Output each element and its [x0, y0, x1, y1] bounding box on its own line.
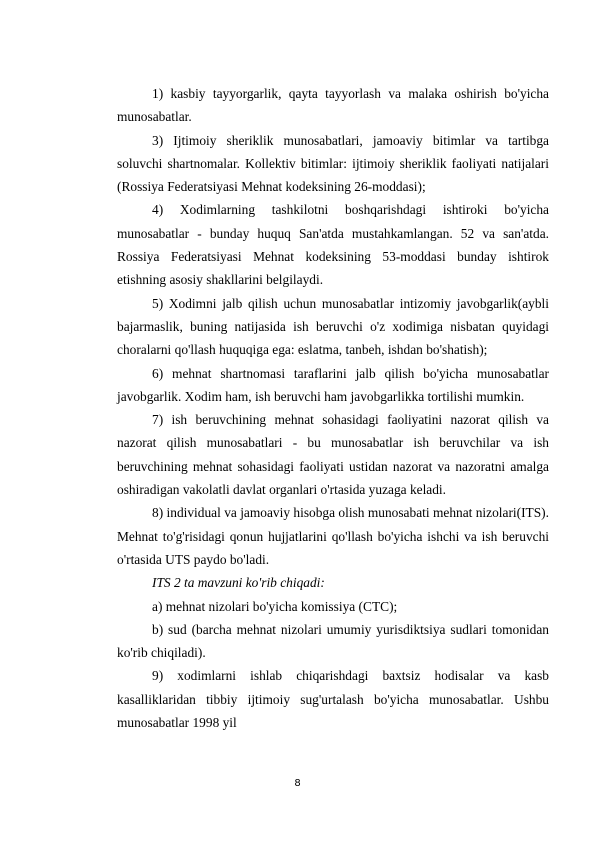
paragraph-item-7: 7) ish beruvchining mehnat sohasidagi faoliyatini nazorat qilish va nazorat qilish munosabatlari - bu munosabatlar ish beruvchilar va ish beruvchining mehnat sohasidagi faoliyati ustidan nazorat va nazoratni amalga oshiradigan vakolatli davlat organlari o'rtasida yuzaga keladi.	[117, 412, 549, 498]
its-subheading: ITS 2 ta mavzuni ko'rib chiqadi:	[152, 575, 325, 591]
paragraph-item-3: 3) Ijtimoiy sheriklik munosabatlari, jamoaviy bitimlar va tartibga soluvchi shartnomalar. Kollektiv bitimlar: ijtimoiy sheriklik faoliyati natijalari (Rossiya Federatsiyasi Mehnat kodeksining 26-moddasi);	[117, 132, 549, 195]
document-body	[117, 82, 549, 734]
page-number: 8	[294, 778, 301, 789]
paragraph-item-4: 4) Xodimlarning tashkilotni boshqarishdagi ishtiroki bo'yicha munosabatlar - bunday huquq San'atda mustahkamlangan. 52 va san'atda. Rossiya Federatsiyasi Mehnat kodeksining 53-moddasi bunday ishtirok etishning asosiy shakllarini belgilaydi.	[117, 202, 549, 288]
paragraph-item-9: 9) xodimlarni ishlab chiqarishdagi baxtsiz hodisalar va kasb kasalliklaridan tibbiy ijtimoiy sug'urtalash bo'yicha munosabatlar. Ushbu munosabatlar 1998 yil	[117, 668, 549, 731]
paragraph-item-8: 8) individual va jamoaviy hisobga olish munosabati mehnat nizolari(ITS). Mehnat to'g'risidagi qonun hujjatlarini qo'llash bo'yicha ishchi va ish beruvchi o'rtasida UTS paydo bo'ladi.	[117, 505, 549, 567]
paragraph-subitem-a: a) mehnat nizolari bo'yicha komissiya (CTC);	[152, 598, 398, 614]
paragraph-item-1: 1) kasbiy tayyorgarlik, qayta tayyorlash va malaka oshirish bo'yicha munosabatlar.	[117, 86, 549, 125]
paragraph-item-6: 6) mehnat shartnomasi taraflarini jalb qilish bo'yicha munosabatlar javobgarlik. Xodim ham, ish beruvchi ham javobgarlikka tortilishi mumkin.	[117, 365, 549, 404]
paragraph-subitem-b: b) sud (barcha mehnat nizolari umumiy yurisdiktsiya sudlari tomonidan ko'rib chiqiladi).	[117, 621, 549, 661]
paragraph-item-5: 5) Xodimni jalb qilish uchun munosabatlar intizomiy javobgarlik(aybli bajarmaslik, buning natijasida ish beruvchi o'z xodimiga nisbatan quyidagi choralarni qo'llash huquqiga ega: eslatma, tanbeh, ishdan bo'shatish);	[117, 295, 549, 358]
